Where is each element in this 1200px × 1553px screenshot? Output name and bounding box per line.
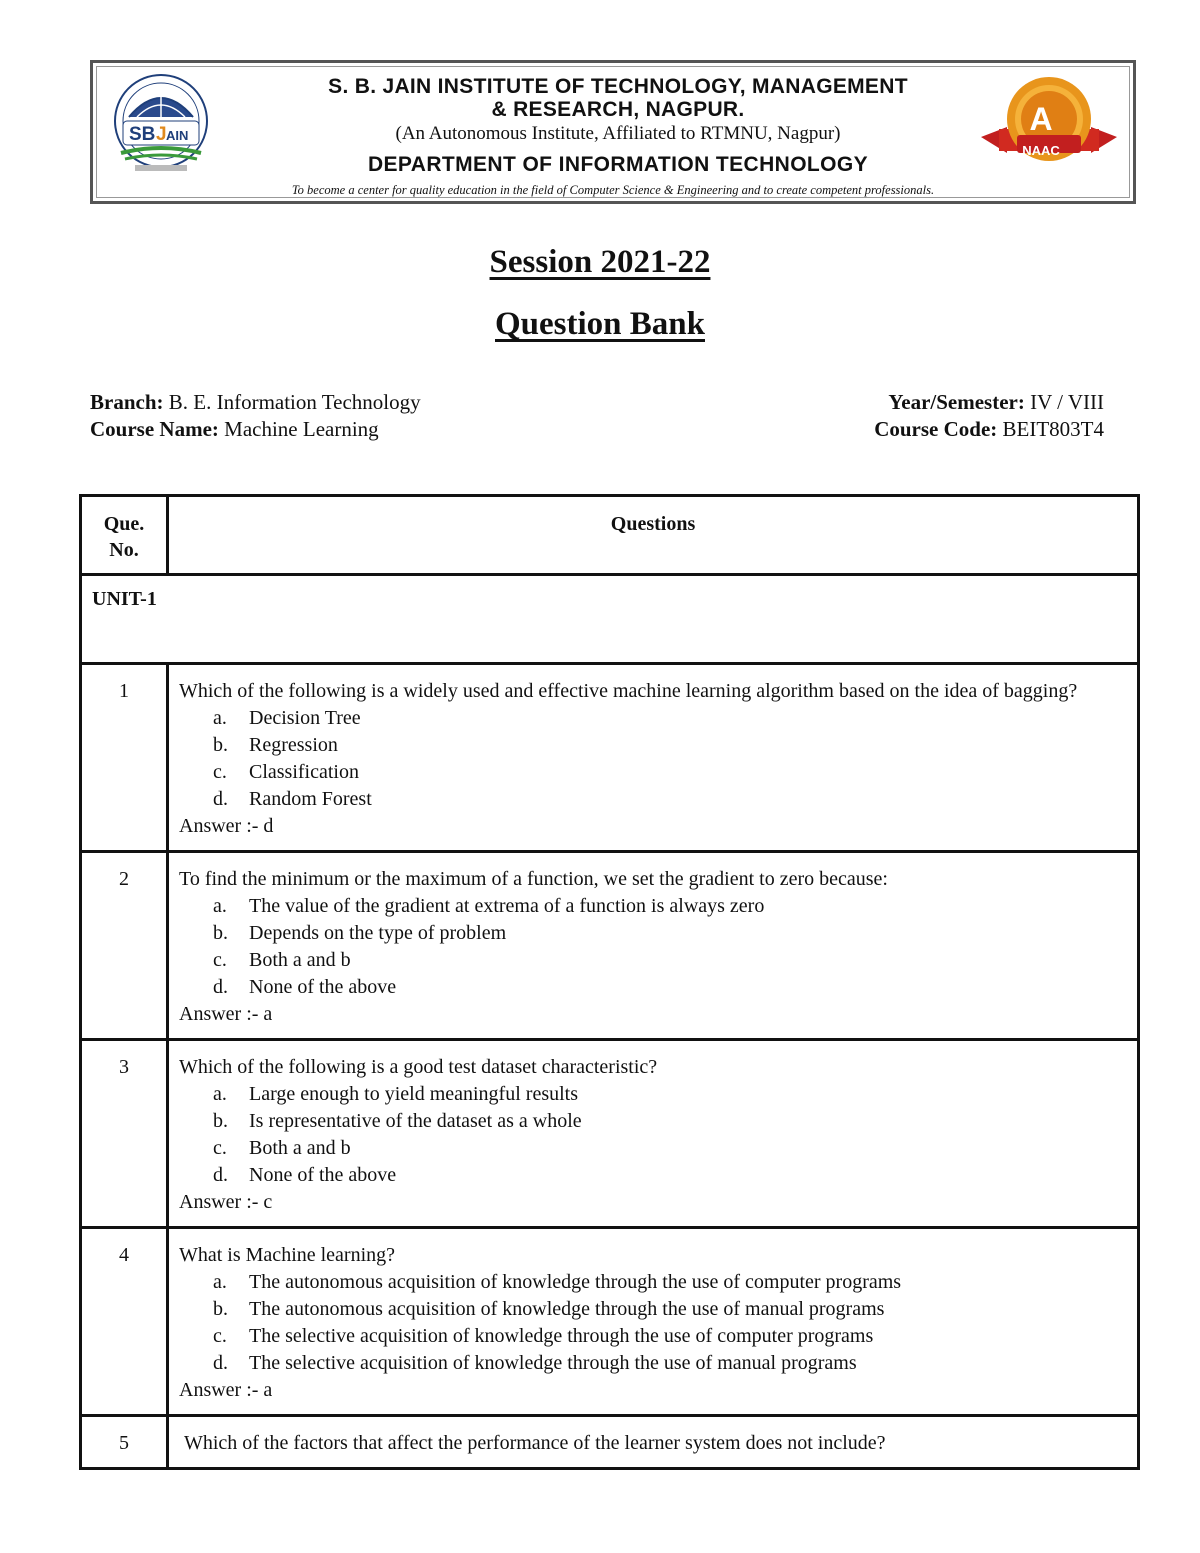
svg-text:AIN: AIN xyxy=(166,128,189,143)
option-item xyxy=(179,947,1127,974)
institute-subtitle: (An Autonomous Institute, Affiliated to RTMNU, Nagpur) xyxy=(395,123,841,144)
option-item xyxy=(179,1135,1127,1162)
option-label: d. xyxy=(213,1352,228,1374)
options-list xyxy=(179,893,1127,1001)
option-label: d. xyxy=(213,788,228,810)
question-text: Which of the following is a widely used and effective machine learning algorithm based on the idea of bagging? xyxy=(179,680,1078,702)
option-item xyxy=(179,1323,1127,1350)
option-label: b. xyxy=(213,922,228,944)
option-item xyxy=(179,920,1127,947)
option-item xyxy=(179,974,1127,1001)
option-text: Depends on the type of problem xyxy=(249,922,507,944)
option-label: c. xyxy=(213,761,227,783)
svg-text:SB: SB xyxy=(129,124,156,145)
question-number: 5 xyxy=(81,1416,168,1469)
institute-name xyxy=(253,75,983,121)
sbjain-logo xyxy=(107,71,215,183)
year-label: Year/Semester: xyxy=(888,390,1025,414)
unit-row xyxy=(81,575,1139,664)
branch-value: B. E. Information Technology xyxy=(163,390,421,414)
option-item xyxy=(179,1162,1127,1189)
option-item xyxy=(179,1269,1127,1296)
col-header-que-no-line2: No. xyxy=(109,539,139,561)
options-list xyxy=(179,1269,1127,1377)
answer-text: Answer :- a xyxy=(179,1379,273,1401)
col-header-que-no-line1: Que. xyxy=(103,513,145,535)
table-row xyxy=(81,1040,1139,1228)
table-row xyxy=(81,1416,1139,1469)
option-text: Both a and b xyxy=(249,949,351,971)
branch-line xyxy=(90,389,421,416)
option-item xyxy=(179,759,1127,786)
naac-grade: A xyxy=(1029,101,1053,137)
institute-name-line2: & RESEARCH, NAGPUR. xyxy=(491,98,745,121)
course-code-label: Course Code: xyxy=(874,417,998,441)
question-number: 2 xyxy=(81,852,168,1040)
option-item xyxy=(179,1350,1127,1377)
question-cell xyxy=(168,1416,1139,1469)
course-name-line xyxy=(90,416,421,443)
option-label: d. xyxy=(213,1164,228,1186)
option-text: The autonomous acquisition of knowledge through the use of manual programs xyxy=(249,1298,885,1320)
option-item xyxy=(179,705,1127,732)
naac-label: NAAC xyxy=(1022,143,1060,158)
col-header-que-no xyxy=(81,496,168,575)
answer-text: Answer :- d xyxy=(179,815,274,837)
table-row xyxy=(81,1228,1139,1416)
question-number: 3 xyxy=(81,1040,168,1228)
question-cell xyxy=(168,1040,1139,1228)
question-number: 4 xyxy=(81,1228,168,1416)
option-text: Classification xyxy=(249,761,359,783)
option-text: Regression xyxy=(249,734,338,756)
option-label: b. xyxy=(213,1110,228,1132)
institute-name-line1: S. B. JAIN INSTITUTE OF TECHNOLOGY, MANAGEMENT xyxy=(328,75,908,98)
option-item xyxy=(179,1081,1127,1108)
option-text: None of the above xyxy=(249,1164,397,1186)
option-item xyxy=(179,786,1127,813)
option-text: Is representative of the dataset as a whole xyxy=(249,1110,582,1132)
department-name: DEPARTMENT OF INFORMATION TECHNOLOGY xyxy=(367,153,869,176)
answer-text: Answer :- c xyxy=(179,1191,273,1213)
option-label: d. xyxy=(213,976,228,998)
institute-banner xyxy=(90,60,1136,204)
option-label: c. xyxy=(213,1325,227,1347)
option-text: The autonomous acquisition of knowledge through the use of computer programs xyxy=(249,1271,902,1293)
question-cell xyxy=(168,664,1139,852)
question-cell xyxy=(168,1228,1139,1416)
course-code-value: BEIT803T4 xyxy=(997,417,1104,441)
option-label: a. xyxy=(213,1083,227,1105)
question-text: What is Machine learning? xyxy=(179,1244,396,1266)
option-item xyxy=(179,732,1127,759)
year-value: IV / VIII xyxy=(1024,390,1104,414)
option-text: The selective acquisition of knowledge through the use of manual programs xyxy=(249,1352,857,1374)
options-list xyxy=(179,1081,1127,1189)
option-text: Random Forest xyxy=(249,788,372,810)
option-item xyxy=(179,1108,1127,1135)
question-cell xyxy=(168,852,1139,1040)
option-label: b. xyxy=(213,1298,228,1320)
table-header-row xyxy=(81,496,1139,575)
document-title: Question Bank xyxy=(495,306,705,342)
answer-text: Answer :- a xyxy=(179,1003,273,1025)
option-item xyxy=(179,893,1127,920)
option-text: Both a and b xyxy=(249,1137,351,1159)
col-header-questions: Questions xyxy=(168,496,1139,575)
option-label: c. xyxy=(213,949,227,971)
question-text: Which of the factors that affect the performance of the learner system does not include? xyxy=(179,1432,886,1454)
option-label: b. xyxy=(213,734,228,756)
option-label: a. xyxy=(213,707,227,729)
question-number: 1 xyxy=(81,664,168,852)
session-title: Session 2021-22 xyxy=(489,244,711,280)
course-name-value: Machine Learning xyxy=(218,417,379,441)
course-meta-right xyxy=(874,389,1104,443)
question-text: To find the minimum or the maximum of a function, we set the gradient to zero because: xyxy=(179,868,888,890)
course-meta-left xyxy=(90,389,421,443)
option-text: The value of the gradient at extrema of a function is always zero xyxy=(249,895,765,917)
branch-label: Branch: xyxy=(90,390,164,414)
table-row xyxy=(81,852,1139,1040)
unit-label: UNIT-1 xyxy=(81,575,1139,664)
option-item xyxy=(179,1296,1127,1323)
option-label: c. xyxy=(213,1137,227,1159)
table-row xyxy=(81,664,1139,852)
option-text: The selective acquisition of knowledge through the use of computer programs xyxy=(249,1325,874,1347)
option-label: a. xyxy=(213,1271,227,1293)
course-name-label: Course Name: xyxy=(90,417,219,441)
option-label: a. xyxy=(213,895,227,917)
option-text: Decision Tree xyxy=(249,707,361,729)
question-text: Which of the following is a good test dataset characteristic? xyxy=(179,1056,658,1078)
year-line xyxy=(874,389,1104,416)
options-list xyxy=(179,705,1127,813)
svg-text:J: J xyxy=(156,124,167,145)
vision-statement: To become a center for quality education in the field of Computer Science & Engineering and to create competent professionals. xyxy=(291,183,935,197)
question-table xyxy=(79,494,1140,1470)
option-text: None of the above xyxy=(249,976,397,998)
option-text: Large enough to yield meaningful results xyxy=(249,1083,578,1105)
course-code-line xyxy=(874,416,1104,443)
